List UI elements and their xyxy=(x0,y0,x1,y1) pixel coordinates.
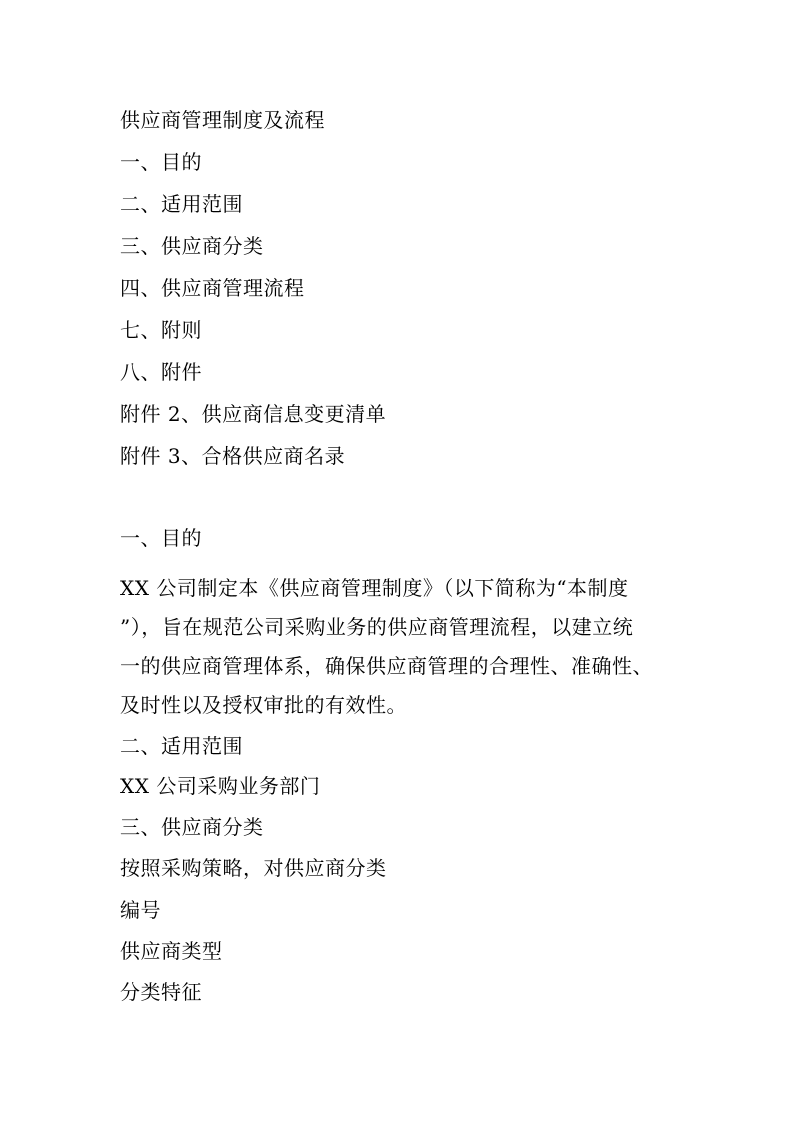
section1-para-line-2: ”），旨在规范公司采购业务的供应商管理流程，以建立统 xyxy=(120,615,634,639)
section2-heading: 二、适用范围 xyxy=(120,734,243,758)
table-header-number: 编号 xyxy=(120,898,161,922)
table-header-supplier-type: 供应商类型 xyxy=(120,939,223,963)
toc-item-6: 八、附件 xyxy=(120,360,202,384)
toc-item-3: 三、供应商分类 xyxy=(120,234,264,258)
section3-intro: 按照采购策略，对供应商分类 xyxy=(120,856,387,880)
table-header-classification-feature: 分类特征 xyxy=(120,980,202,1004)
toc-item-1: 一、目的 xyxy=(120,150,202,174)
section1-para-line-1: XX 公司制定本《供应商管理制度》（以下简称为“本制度 xyxy=(120,576,629,600)
section3-heading: 三、供应商分类 xyxy=(120,815,264,839)
toc-item-7: 附件 2、供应商信息变更清单 xyxy=(120,402,387,426)
toc-item-8: 附件 3、合格供应商名录 xyxy=(120,444,346,468)
section1-heading: 一、目的 xyxy=(120,526,202,550)
toc-item-5: 七、附则 xyxy=(120,318,202,342)
section2-text: XX 公司采购业务部门 xyxy=(120,774,321,798)
document-title: 供应商管理制度及流程 xyxy=(120,108,325,132)
toc-item-4: 四、供应商管理流程 xyxy=(120,276,305,300)
section1-para-line-3: 一的供应商管理体系，确保供应商管理的合理性、准确性、 xyxy=(120,654,653,678)
section1-para-line-4: 及时性以及授权审批的有效性。 xyxy=(120,693,407,717)
toc-item-2: 二、适用范围 xyxy=(120,192,243,216)
